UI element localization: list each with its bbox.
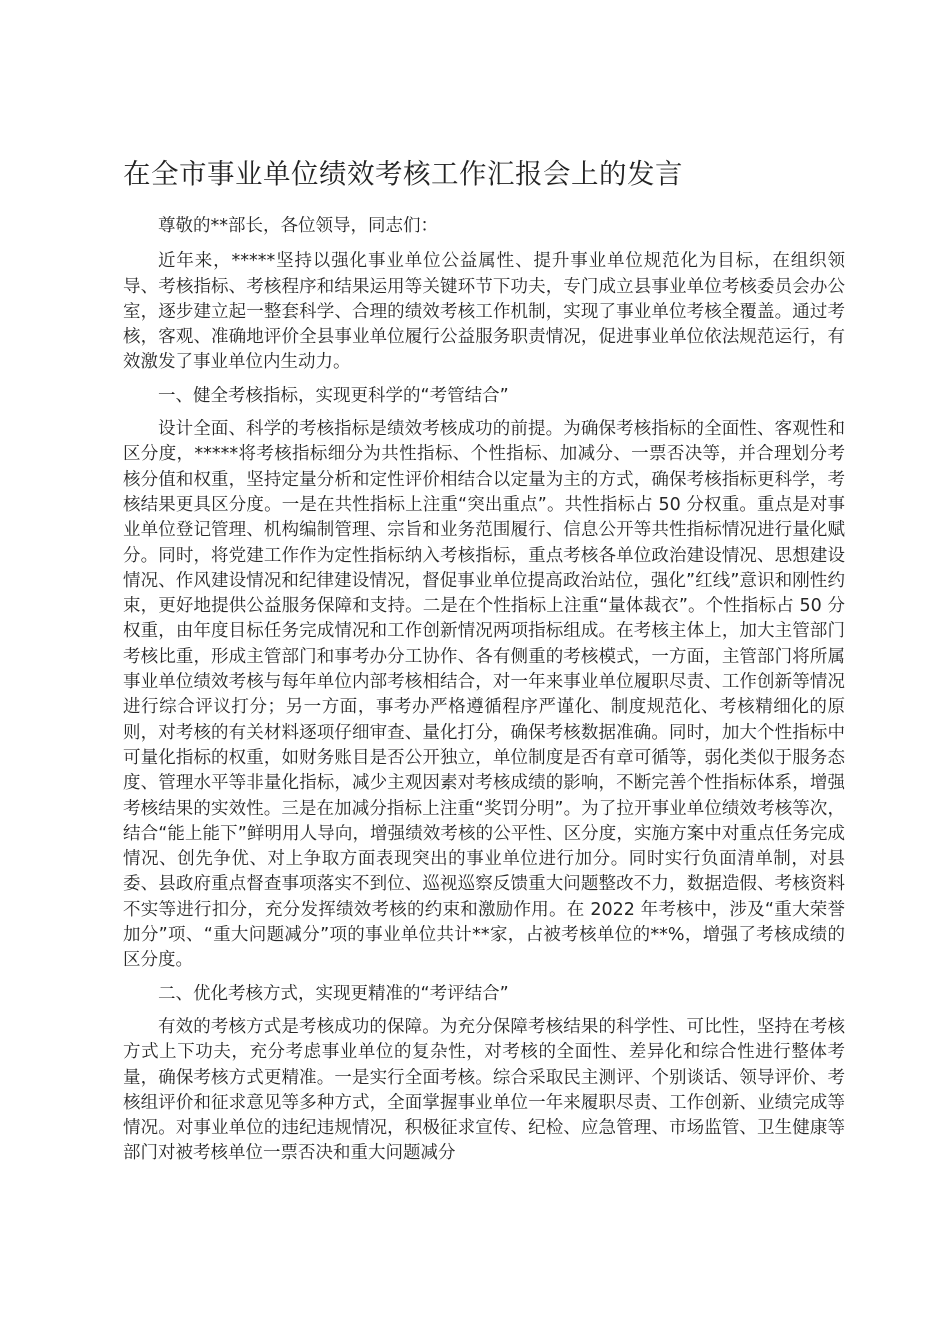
section-1-heading: 一、健全考核指标，实现更科学的“考管结合” [158, 385, 509, 406]
document-body [123, 152, 845, 1175]
document-title: 在全市事业单位绩效考核工作汇报会上的发言 [123, 158, 683, 190]
intro-paragraph: 近年来，*****坚持以强化事业单位公益属性、提升事业单位规范化为目标，在组织领导、考核指标、考核程序和结果运用等关键环节下功夫，专门成立县事业单位考核委员会办公室，逐步建立起一整套科学、合理的绩效考核工作机制，实现了事业单位考核全覆盖。通过考核，客观、准确地评价全县事业单位履行公益服务职责情况，促进事业单位依法规范运行，有效激发了事业单位内生动力。 [123, 251, 845, 373]
section-2-paragraph: 有效的考核方式是考核成功的保障。为充分保障考核结果的科学性、可比性，坚持在考核方式上下功夫，充分考虑事业单位的复杂性，对考核的全面性、差异化和综合性进行整体考量，确保考核方式更精准。一是实行全面考核。综合采取民主测评、个别谈话、领导评价、考核组评价和征求意见等多种方式，全面掌握事业单位一年来履职尽责、工作创新、业绩完成等情况。对事业单位的违纪违规情况，积极征求宣传、纪检、应急管理、市场监管、卫生健康等部门对被考核单位一票否决和重大问题减分 [123, 1016, 845, 1164]
section-2-heading: 二、优化考核方式，实现更精准的“考评结合” [158, 983, 509, 1004]
salutation: 尊敬的**部长，各位领导，同志们： [158, 216, 438, 236]
section-1-paragraph: 设计全面、科学的考核指标是绩效考核成功的前提。为确保考核指标的全面性、客观性和区分度，*****将考核指标细分为共性指标、个性指标、加减分、一票否决等，并合理划分考核分值和权重，坚持定量分析和定性评价相结合以定量为主的方式，确保考核指标更科学，考核结果更具区分度。一是在共性指标上注重“突出重点”。共性指标占 50 分权重。重点是对事业单位登记管理、机构编制管理、宗旨和业务范围履行、信息公开等共性指标情况进行量化赋分。同时，将党建工作作为定性指标纳入考核指标，重点考核各单位政治建设情况、思想建设情况、作风建设情况和纪律建设情况，督促事业单位提高政治站位，强化”红线”意识和刚性约束，更好地提供公益服务保障和支持。二是在个性指标上注重“量体裁衣”。个性指标占 50 分权重，由年度目标任务完成情况和工作创新情况两项指标组成。在考核主体上，加大主管部门考核比重，形成主管部门和事考办分工协作、各有侧重的考核模式，一方面，主管部门将所属事业单位绩效考核与每年单位内部考核相结合，对一年来事业单位履职尽责、工作创新等情况进行综合评议打分；另一方面，事考办严格遵循程序严谨化、制度规范化、考核精细化的原则，对考核的有关材料逐项仔细审查、量化打分，确保考核数据准确。同时，加大个性指标中可量化指标的权重，如财务账目是否公开独立，单位制度是否有章可循等，弱化类似于服务态度、管理水平等非量化指标，减少主观因素对考核成绩的影响，不断完善个性指标体系，增强考核结果的实效性。三是在加减分指标上注重“奖罚分明”。为了拉开事业单位绩效考核等次，结合“能上能下”鲜明用人导向，增强绩效考核的公平性、区分度，实施方案中对重点任务完成情况、创先争优、对上争取方面表现突出的事业单位进行加分。同时实行负面清单制，对县委、县政府重点督查事项落实不到位、巡视巡察反馈重大问题整改不力，数据造假、考核资料不实等进行扣分，充分发挥绩效考核的约束和激励作用。在 2022 年考核中，涉及“重大荣誉加分”项、“重大问题减分”项的事业单位共计**家，占被考核单位的**%，增强了考核成绩的区分度。 [123, 419, 845, 971]
